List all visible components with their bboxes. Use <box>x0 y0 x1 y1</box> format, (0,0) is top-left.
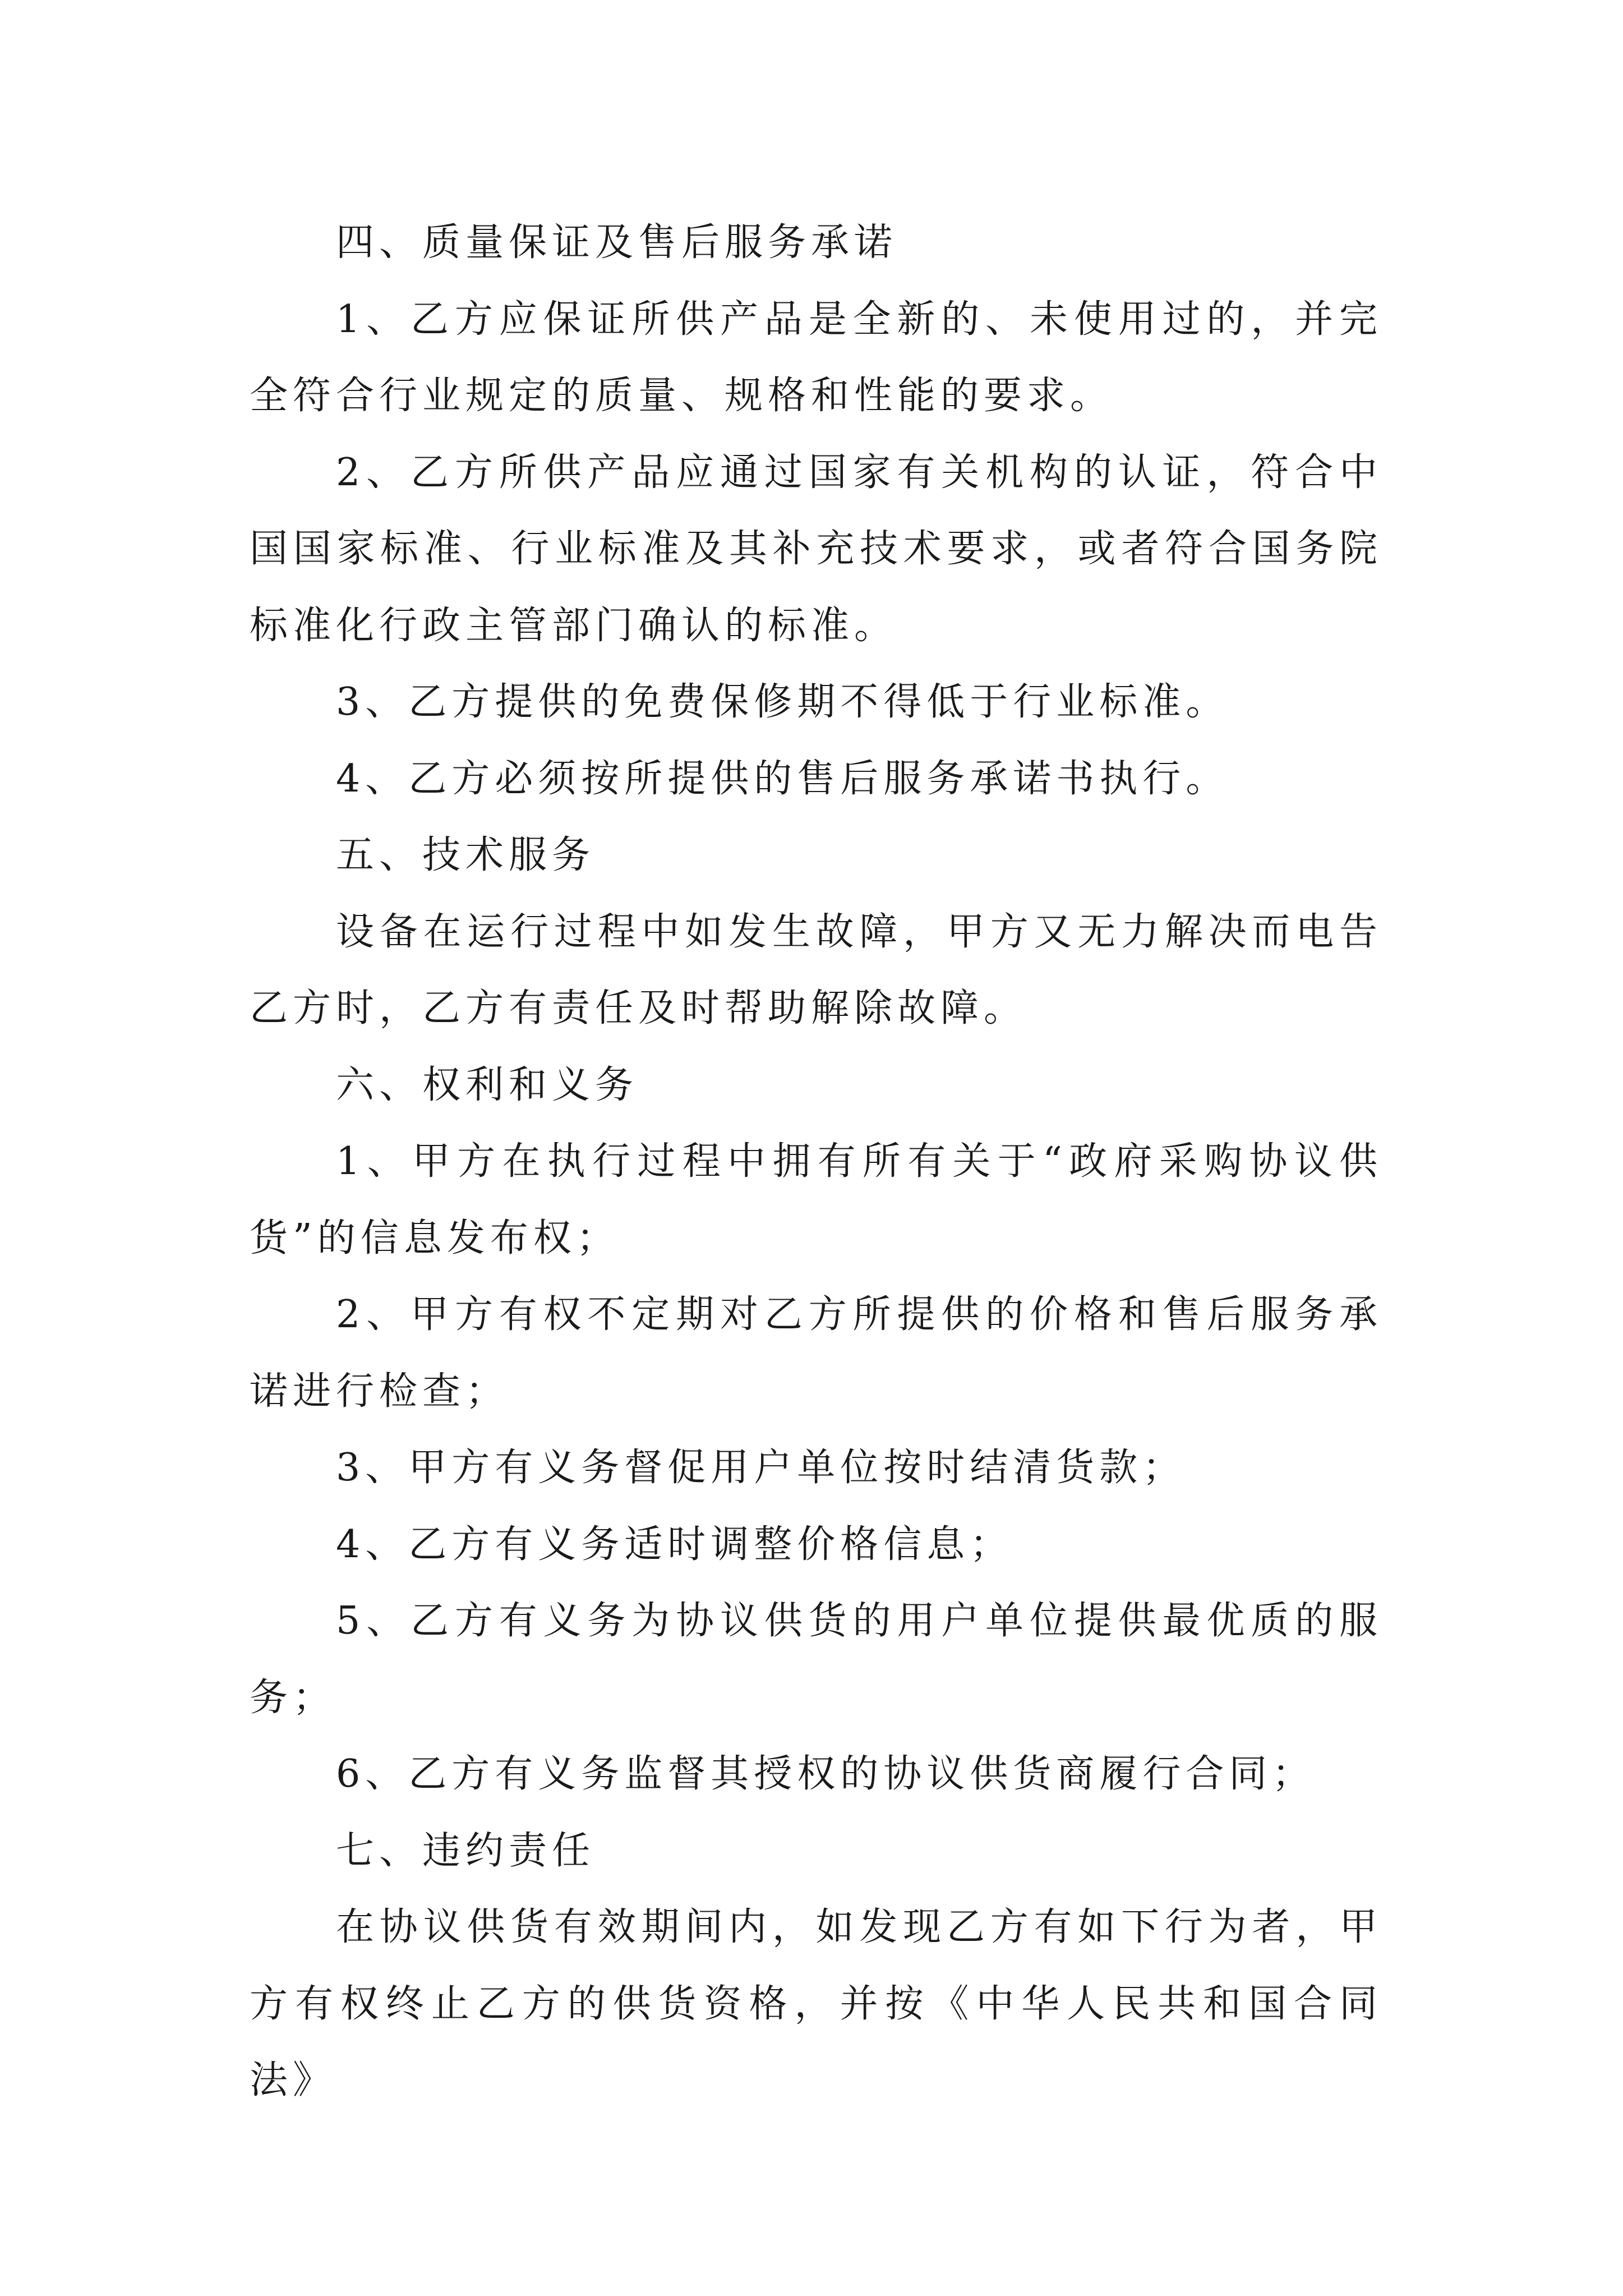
paragraph-quality-service: 5、乙方有义务为协议供货的用户单位提供最优质的服务； <box>250 1599 1382 1720</box>
paragraph-inspection-rights: 2、甲方有权不定期对乙方所提供的价格和售后服务承诺进行检查； <box>250 1292 1382 1414</box>
section-heading-quality-warranty: 四、质量保证及售后服务承诺 <box>336 220 898 265</box>
section-heading-liability: 七、违约责任 <box>336 1828 596 1873</box>
document-body <box>250 205 1382 2119</box>
section-heading-technical-service: 五、技术服务 <box>336 833 596 877</box>
paragraph-payment-supervision: 3、甲方有义务督促用户单位按时结清货款； <box>336 1446 1186 1490</box>
paragraph-warranty-period: 3、乙方提供的免费保修期不得低于行业标准。 <box>336 680 1229 724</box>
paragraph-supplier-supervision: 6、乙方有义务监督其授权的协议供货商履行合同； <box>336 1752 1316 1796</box>
paragraph-new-products: 1、乙方应保证所供产品是全新的、未使用过的，并完全符合行业规定的质量、规格和性能的要求。 <box>250 297 1382 418</box>
paragraph-certification: 2、乙方所供产品应通过国家有关机构的认证，符合中国国家标准、行业标准及其补充技术要求，或者符合国务院标准化行政主管部门确认的标准。 <box>250 450 1382 648</box>
paragraph-termination: 在协议供货有效期间内，如发现乙方有如下行为者，甲方有权终止乙方的供货资格，并按《中华人民共和国合同法》 <box>250 1905 1382 2102</box>
paragraph-fault-handling: 设备在运行过程中如发生故障，甲方又无力解决而电告乙方时，乙方有责任及时帮助解除故障。 <box>250 909 1382 1030</box>
paragraph-after-sales-commitment: 4、乙方必须按所提供的售后服务承诺书执行。 <box>336 756 1229 801</box>
paragraph-publish-rights: 1、甲方在执行过程中拥有所有关于“政府采购协议供货”的信息发布权； <box>250 1139 1382 1260</box>
paragraph-price-adjustment: 4、乙方有义务适时调整价格信息； <box>336 1522 1013 1567</box>
section-heading-rights-obligations: 六、权利和义务 <box>336 1062 639 1107</box>
